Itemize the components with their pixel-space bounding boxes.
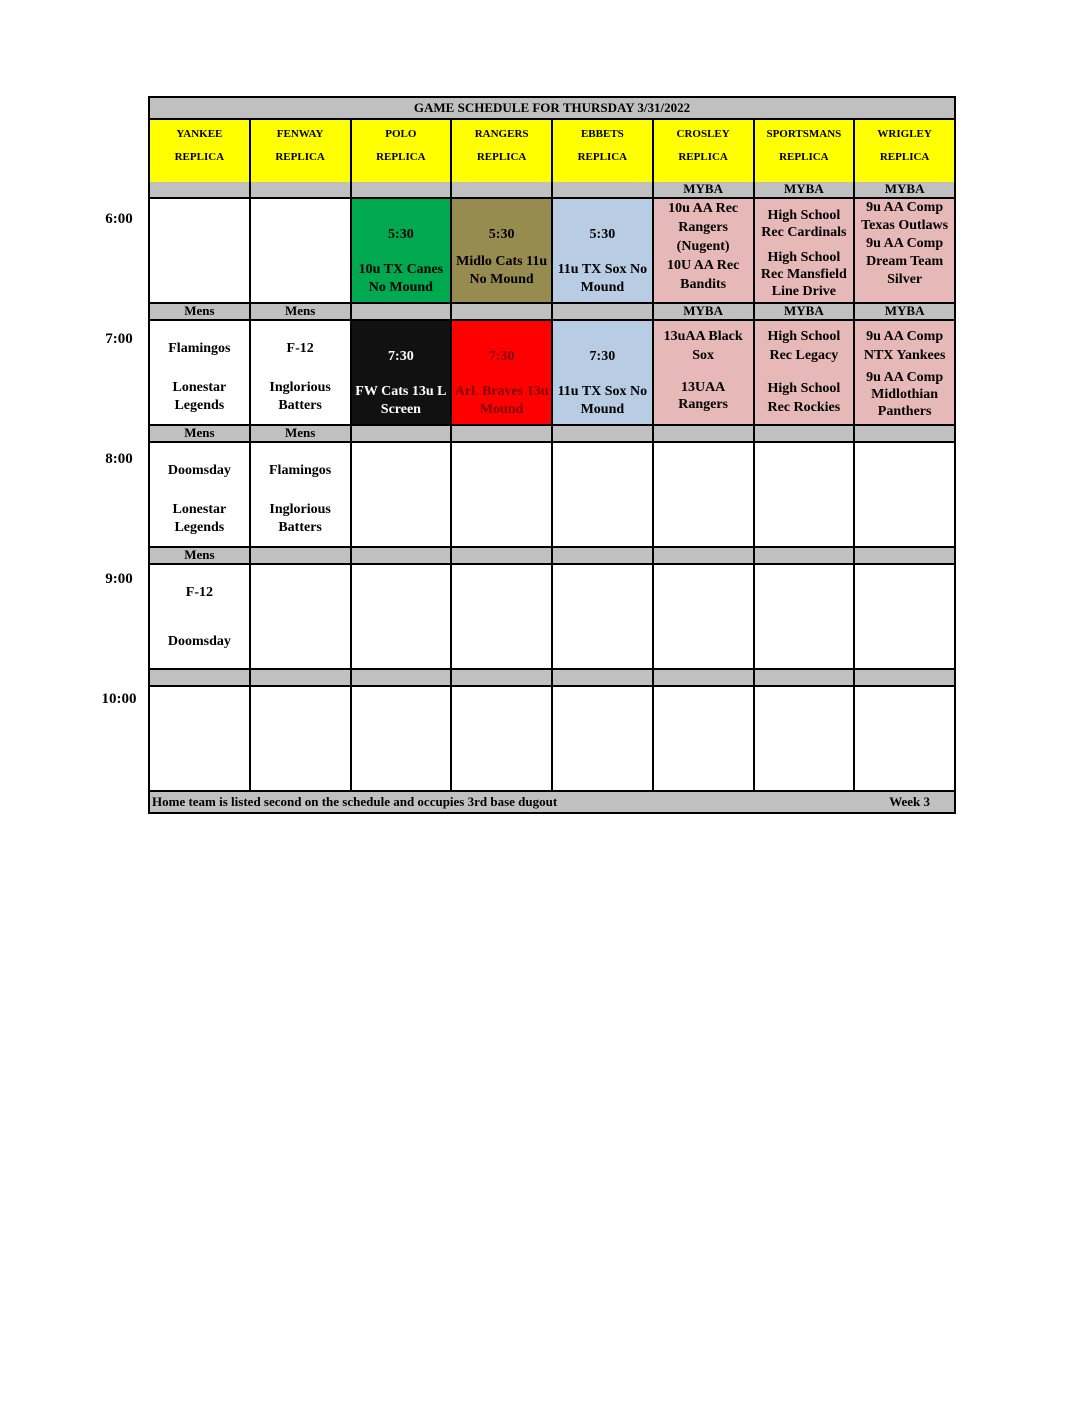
schedule-title: GAME SCHEDULE FOR THURSDAY 3/31/2022 bbox=[150, 98, 954, 120]
game-cell bbox=[452, 687, 553, 790]
league-row bbox=[150, 182, 954, 199]
game-teams-away: 13uAA Black Sox bbox=[663, 329, 743, 363]
game-teams-home: Lonestar Legends bbox=[172, 380, 227, 413]
league-label: MYBA bbox=[884, 304, 925, 318]
game-teams-away: 9u AA Comp NTX Yankees bbox=[863, 329, 946, 363]
field-header-sportsmans: SPORTSMANS REPLICA bbox=[755, 120, 856, 182]
game-cell bbox=[553, 199, 654, 302]
league-label bbox=[352, 304, 453, 319]
schedule-footer bbox=[150, 790, 954, 812]
game-teams-home: 9u AA Comp Dream Team Silver bbox=[866, 236, 944, 287]
league-label: MYBA bbox=[654, 182, 755, 197]
game-teams-away: 9u AA Comp Texas Outlaws bbox=[861, 200, 949, 233]
league-label bbox=[352, 426, 453, 441]
field-header-rangers: RANGERS REPLICA bbox=[452, 120, 553, 182]
game-teams-home: Inglorious Batters bbox=[269, 502, 331, 535]
slot-row-6 bbox=[150, 199, 954, 302]
game-teams: Arl. Braves 13u Mound bbox=[454, 384, 549, 417]
game-teams: Midlo Cats 11u No Mound bbox=[456, 254, 548, 287]
game-cell bbox=[251, 443, 352, 546]
game-cell bbox=[654, 443, 755, 546]
league-label bbox=[553, 426, 654, 441]
game-cell bbox=[553, 565, 654, 668]
game-cell bbox=[855, 199, 954, 302]
league-label bbox=[553, 670, 654, 685]
game-teams-home: Inglorious Batters bbox=[269, 380, 331, 413]
game-teams-home: 10U AA Rec Bandits bbox=[666, 258, 740, 292]
game-teams-home: 13UAA Rangers bbox=[678, 380, 729, 412]
league-label: Mens bbox=[251, 426, 352, 441]
league-label bbox=[654, 426, 755, 441]
schedule-table bbox=[148, 96, 956, 814]
league-label bbox=[251, 670, 352, 685]
league-label: MYBA bbox=[884, 182, 925, 196]
game-teams-away: F-12 bbox=[286, 341, 314, 356]
slot-row-10 bbox=[150, 687, 954, 790]
game-teams-away: 10u AA Rec Rangers (Nugent) bbox=[668, 201, 739, 254]
slot-row-9 bbox=[150, 565, 954, 668]
slot-row-8 bbox=[150, 443, 954, 546]
game-cell bbox=[755, 565, 856, 668]
league-row bbox=[150, 424, 954, 443]
game-cell bbox=[150, 443, 251, 546]
game-cell bbox=[654, 565, 755, 668]
game-teams: 10u TX Canes No Mound bbox=[358, 262, 444, 295]
game-cell bbox=[855, 321, 954, 424]
league-label bbox=[452, 670, 553, 685]
league-label bbox=[352, 670, 453, 685]
game-cell bbox=[352, 687, 453, 790]
league-label bbox=[654, 670, 755, 685]
game-cell bbox=[150, 199, 251, 302]
league-label bbox=[352, 548, 453, 563]
game-cell bbox=[452, 565, 553, 668]
game-teams-away: High School Rec Legacy bbox=[767, 329, 841, 363]
game-teams: 11u TX Sox No Mound bbox=[557, 262, 648, 295]
week-label: Week 3 bbox=[889, 794, 930, 809]
game-teams-home: High School Rec Mansfield Line Drive bbox=[760, 250, 847, 299]
league-label bbox=[452, 426, 553, 441]
game-cell bbox=[553, 321, 654, 424]
game-cell bbox=[150, 687, 251, 790]
league-row bbox=[150, 546, 954, 565]
game-time: 7:30 bbox=[589, 349, 616, 364]
game-time: 7:30 bbox=[488, 349, 515, 364]
game-cell bbox=[755, 687, 856, 790]
game-cell bbox=[352, 443, 453, 546]
game-teams: 11u TX Sox No Mound bbox=[557, 384, 648, 417]
game-cell bbox=[855, 565, 954, 668]
time-label-10: 10:00 bbox=[101, 691, 137, 707]
league-label bbox=[452, 182, 553, 197]
league-label: MYBA bbox=[654, 304, 755, 319]
game-cell bbox=[452, 443, 553, 546]
field-header-fenway: FENWAY REPLICA bbox=[251, 120, 352, 182]
league-label bbox=[855, 548, 954, 563]
game-cell bbox=[352, 199, 453, 302]
game-teams-home: High School Rec Rockies bbox=[767, 381, 841, 415]
game-teams-away: Doomsday bbox=[167, 463, 231, 478]
game-cell bbox=[755, 321, 856, 424]
time-label-9: 9:00 bbox=[105, 571, 133, 587]
game-cell bbox=[251, 565, 352, 668]
league-label bbox=[855, 670, 954, 685]
game-teams-away: High School Rec Cardinals bbox=[761, 208, 847, 240]
field-header-row bbox=[150, 120, 954, 182]
league-label bbox=[150, 182, 251, 197]
league-label: Mens bbox=[150, 548, 251, 563]
game-teams-away: Flamingos bbox=[269, 463, 332, 478]
game-time: 5:30 bbox=[589, 227, 616, 242]
league-label: Mens bbox=[150, 426, 251, 441]
game-cell bbox=[755, 199, 856, 302]
time-label-8: 8:00 bbox=[105, 451, 133, 467]
slot-row-7 bbox=[150, 321, 954, 424]
field-header-yankee: YANKEE REPLICA bbox=[150, 120, 251, 182]
game-cell bbox=[855, 687, 954, 790]
game-teams: FW Cats 13u L Screen bbox=[355, 384, 447, 417]
game-cell bbox=[452, 321, 553, 424]
field-header-ebbets: EBBETS REPLICA bbox=[553, 120, 654, 182]
game-cell bbox=[654, 199, 755, 302]
game-cell bbox=[251, 687, 352, 790]
game-cell bbox=[452, 199, 553, 302]
league-label bbox=[251, 548, 352, 563]
game-cell bbox=[855, 443, 954, 546]
league-label bbox=[755, 670, 856, 685]
game-cell bbox=[553, 443, 654, 546]
game-time: 5:30 bbox=[388, 227, 414, 242]
league-label bbox=[553, 304, 654, 319]
game-time: 5:30 bbox=[488, 227, 515, 242]
home-team-note: Home team is listed second on the schedule and occupies 3rd base dugout bbox=[152, 794, 558, 809]
league-label bbox=[150, 670, 251, 685]
field-header-crosley: CROSLEY REPLICA bbox=[654, 120, 755, 182]
game-cell bbox=[251, 199, 352, 302]
league-label bbox=[855, 426, 954, 441]
game-cell bbox=[553, 687, 654, 790]
league-label bbox=[251, 182, 352, 197]
game-cell bbox=[150, 565, 251, 668]
league-label bbox=[452, 548, 553, 563]
league-label bbox=[654, 548, 755, 563]
game-time: 7:30 bbox=[388, 349, 414, 364]
game-cell bbox=[654, 321, 755, 424]
league-row bbox=[150, 668, 954, 687]
game-teams-home: Doomsday bbox=[167, 634, 231, 649]
field-header-wrigley: WRIGLEY REPLICA bbox=[877, 128, 932, 163]
league-label bbox=[553, 548, 654, 563]
time-label-7: 7:00 bbox=[105, 331, 133, 347]
game-cell bbox=[352, 565, 453, 668]
game-teams-home: Lonestar Legends bbox=[172, 502, 227, 535]
time-label-6: 6:00 bbox=[105, 211, 133, 227]
game-cell bbox=[654, 687, 755, 790]
league-label: MYBA bbox=[755, 182, 856, 197]
game-cell bbox=[352, 321, 453, 424]
game-cell bbox=[150, 321, 251, 424]
league-label bbox=[352, 182, 453, 197]
league-label bbox=[755, 548, 856, 563]
field-header-polo: POLO REPLICA bbox=[352, 120, 453, 182]
league-row bbox=[150, 302, 954, 321]
league-label bbox=[755, 426, 856, 441]
game-teams-away: F-12 bbox=[185, 585, 213, 600]
league-label: Mens bbox=[251, 304, 352, 319]
league-label: Mens bbox=[150, 304, 251, 319]
league-label bbox=[452, 304, 553, 319]
game-teams-away: Flamingos bbox=[168, 341, 231, 356]
game-cell bbox=[251, 321, 352, 424]
game-teams-home: 9u AA Comp Midlothian Panthers bbox=[866, 370, 944, 419]
game-cell bbox=[755, 443, 856, 546]
league-label bbox=[553, 182, 654, 197]
league-label: MYBA bbox=[755, 304, 856, 319]
